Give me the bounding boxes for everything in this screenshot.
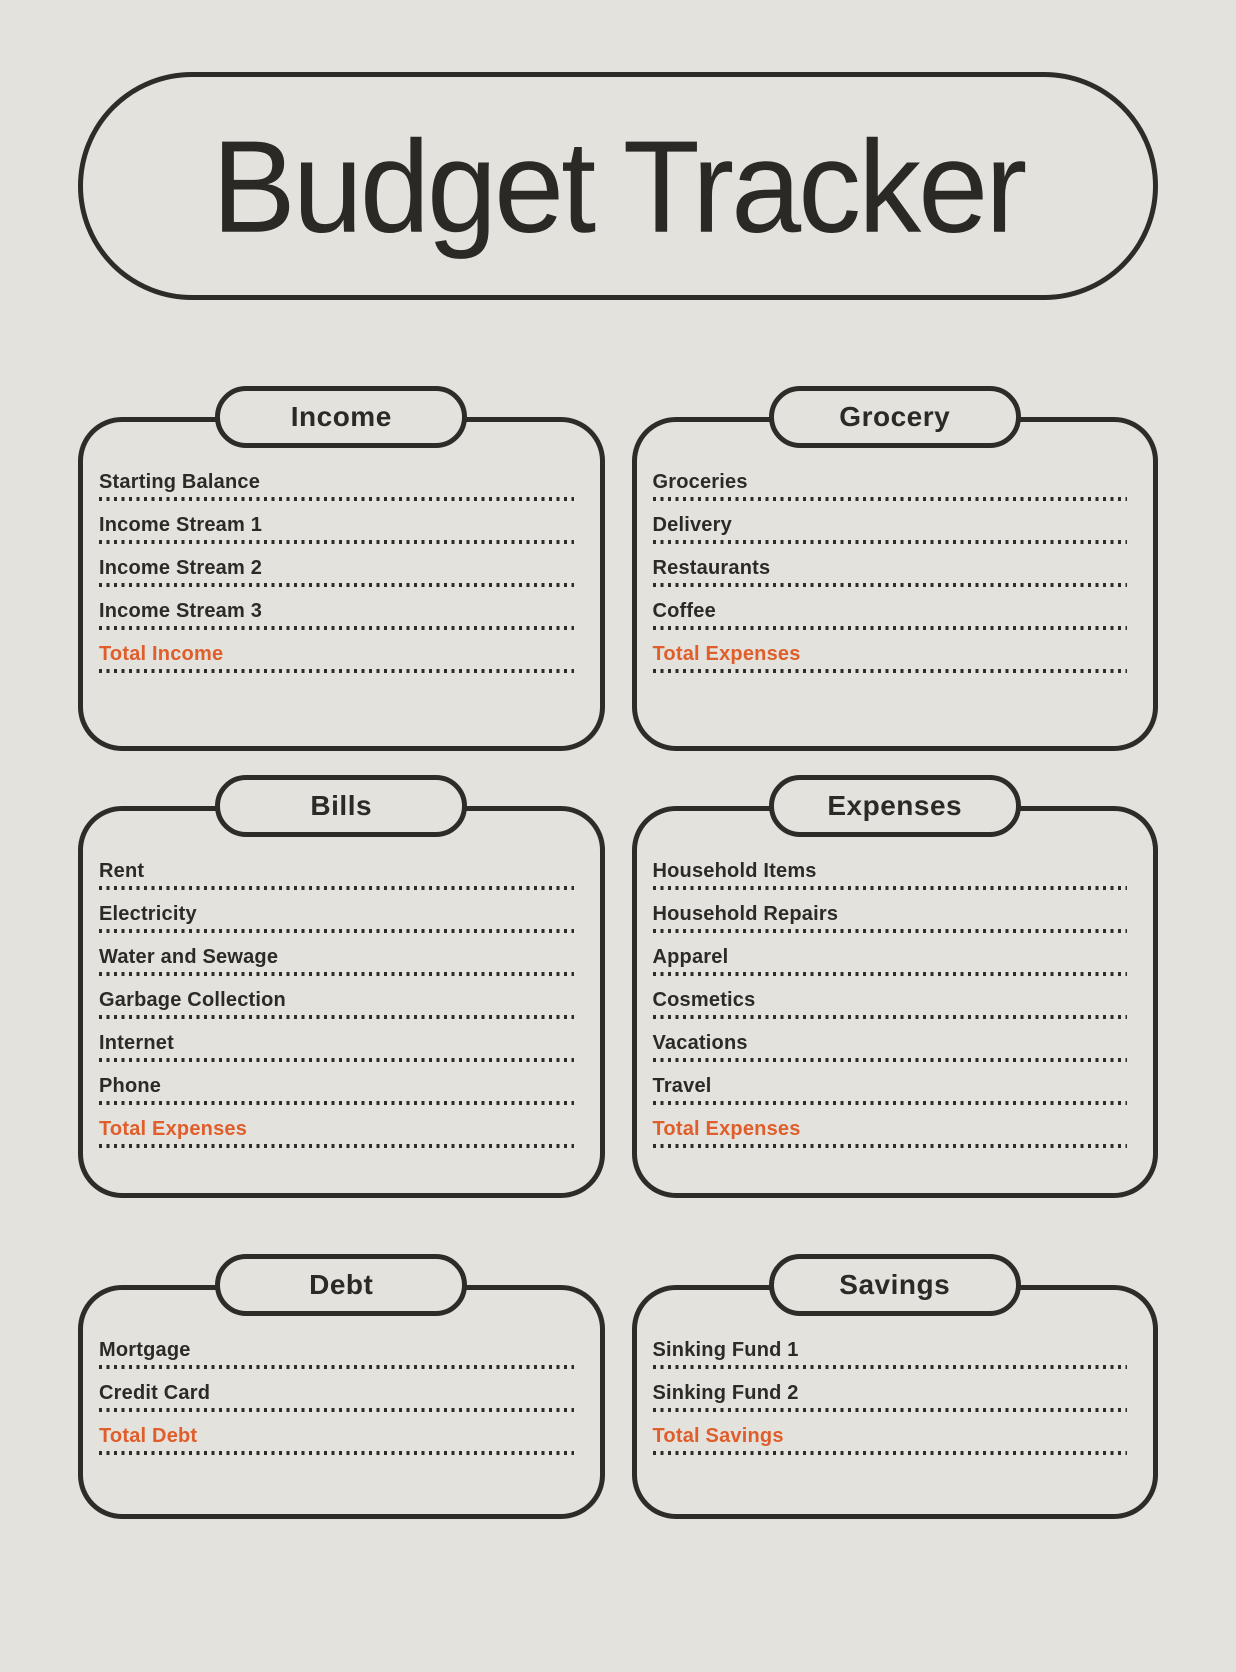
line-item	[99, 642, 574, 673]
dotted-fill-line	[99, 886, 574, 890]
line-item	[99, 599, 574, 630]
page-background	[0, 72, 1236, 1672]
section-box	[632, 1285, 1159, 1519]
item-label: Electricity	[99, 903, 197, 925]
dotted-fill-line	[99, 497, 574, 501]
line-item	[99, 1381, 574, 1412]
section-rows	[99, 859, 574, 1148]
item-label: Rent	[99, 860, 145, 882]
sections-grid	[78, 386, 1158, 1519]
section-title: Savings	[839, 1269, 951, 1300]
dotted-fill-line	[653, 1408, 1128, 1412]
section-box	[632, 806, 1159, 1198]
section-title: Income	[290, 401, 392, 432]
section-tab	[215, 386, 467, 448]
section-rows	[653, 470, 1128, 673]
line-item	[653, 1031, 1128, 1062]
line-item	[653, 988, 1128, 1019]
line-item	[99, 470, 574, 501]
line-item	[653, 556, 1128, 587]
dotted-fill-line	[653, 626, 1128, 630]
item-label: Groceries	[652, 471, 748, 493]
line-item	[99, 556, 574, 587]
section-title: Grocery	[839, 401, 951, 432]
total-label: Total Savings	[652, 1425, 784, 1447]
line-item	[653, 642, 1128, 673]
item-label: Travel	[652, 1075, 712, 1097]
section-tab	[769, 1254, 1021, 1316]
section-rows	[653, 859, 1128, 1148]
item-label: Coffee	[652, 600, 716, 622]
item-label: Income Stream 2	[99, 557, 263, 579]
dotted-fill-line	[653, 1365, 1128, 1369]
line-item	[99, 1424, 574, 1455]
line-item	[653, 470, 1128, 501]
item-label: Phone	[99, 1075, 162, 1097]
dotted-fill-line	[99, 1451, 574, 1455]
section-box	[78, 417, 605, 751]
section-box	[78, 1285, 605, 1519]
line-item	[99, 859, 574, 890]
item-label: Income Stream 1	[99, 514, 263, 536]
item-label: Vacations	[652, 1032, 748, 1054]
total-label: Total Debt	[99, 1425, 198, 1447]
item-label: Internet	[99, 1032, 174, 1054]
dotted-fill-line	[653, 583, 1128, 587]
section-debt	[78, 1254, 605, 1519]
section-expenses	[632, 775, 1159, 1198]
line-item	[653, 1381, 1128, 1412]
dotted-fill-line	[653, 1144, 1128, 1148]
line-item	[653, 1074, 1128, 1105]
dotted-fill-line	[653, 540, 1128, 544]
line-item	[653, 945, 1128, 976]
dotted-fill-line	[653, 929, 1128, 933]
section-tab	[215, 775, 467, 837]
dotted-fill-line	[99, 1015, 574, 1019]
item-label: Mortgage	[99, 1339, 191, 1361]
section-title: Bills	[310, 790, 373, 821]
section-title: Expenses	[827, 790, 963, 821]
dotted-fill-line	[99, 583, 574, 587]
section-income	[78, 386, 605, 751]
line-item	[99, 1031, 574, 1062]
section-box	[78, 806, 605, 1198]
section-tab	[769, 775, 1021, 837]
item-label: Apparel	[652, 946, 729, 968]
line-item	[653, 902, 1128, 933]
section-box	[632, 417, 1159, 751]
page-title: Budget Tracker	[211, 112, 1025, 260]
section-grocery	[632, 386, 1159, 751]
line-item	[653, 1338, 1128, 1369]
item-label: Household Repairs	[652, 903, 839, 925]
section-tab	[769, 386, 1021, 448]
dotted-fill-line	[99, 626, 574, 630]
line-item	[99, 513, 574, 544]
item-label: Sinking Fund 2	[652, 1382, 799, 1404]
line-item	[99, 945, 574, 976]
section-rows	[653, 1338, 1128, 1455]
dotted-fill-line	[99, 540, 574, 544]
line-item	[653, 859, 1128, 890]
dotted-fill-line	[99, 1144, 574, 1148]
line-item	[99, 902, 574, 933]
line-item	[99, 1338, 574, 1369]
total-label: Total Income	[99, 643, 224, 665]
dotted-fill-line	[653, 497, 1128, 501]
dotted-fill-line	[99, 1408, 574, 1412]
title-capsule	[78, 72, 1158, 300]
item-label: Starting Balance	[99, 471, 261, 493]
section-rows	[99, 470, 574, 673]
total-label: Total Expenses	[99, 1118, 248, 1140]
item-label: Garbage Collection	[99, 989, 286, 1011]
dotted-fill-line	[653, 1451, 1128, 1455]
dotted-fill-line	[653, 1101, 1128, 1105]
dotted-fill-line	[653, 886, 1128, 890]
dotted-fill-line	[653, 972, 1128, 976]
line-item	[653, 513, 1128, 544]
dotted-fill-line	[653, 669, 1128, 673]
total-label: Total Expenses	[652, 643, 801, 665]
line-item	[99, 1074, 574, 1105]
dotted-fill-line	[653, 1058, 1128, 1062]
total-label: Total Expenses	[652, 1118, 801, 1140]
item-label: Income Stream 3	[99, 600, 263, 622]
item-label: Cosmetics	[652, 989, 756, 1011]
item-label: Household Items	[652, 860, 817, 882]
section-rows	[99, 1338, 574, 1455]
section-title: Debt	[309, 1269, 374, 1300]
dotted-fill-line	[99, 1058, 574, 1062]
section-savings	[632, 1254, 1159, 1519]
dotted-fill-line	[99, 1101, 574, 1105]
dotted-fill-line	[99, 972, 574, 976]
line-item	[653, 1117, 1128, 1148]
item-label: Delivery	[652, 514, 732, 536]
dotted-fill-line	[99, 1365, 574, 1369]
line-item	[653, 599, 1128, 630]
dotted-fill-line	[99, 929, 574, 933]
dotted-fill-line	[653, 1015, 1128, 1019]
line-item	[99, 1117, 574, 1148]
section-bills	[78, 775, 605, 1198]
line-item	[99, 988, 574, 1019]
line-item	[653, 1424, 1128, 1455]
item-label: Credit Card	[99, 1382, 211, 1404]
item-label: Water and Sewage	[99, 946, 279, 968]
dotted-fill-line	[99, 669, 574, 673]
item-label: Restaurants	[652, 557, 771, 579]
item-label: Sinking Fund 1	[652, 1339, 799, 1361]
section-tab	[215, 1254, 467, 1316]
